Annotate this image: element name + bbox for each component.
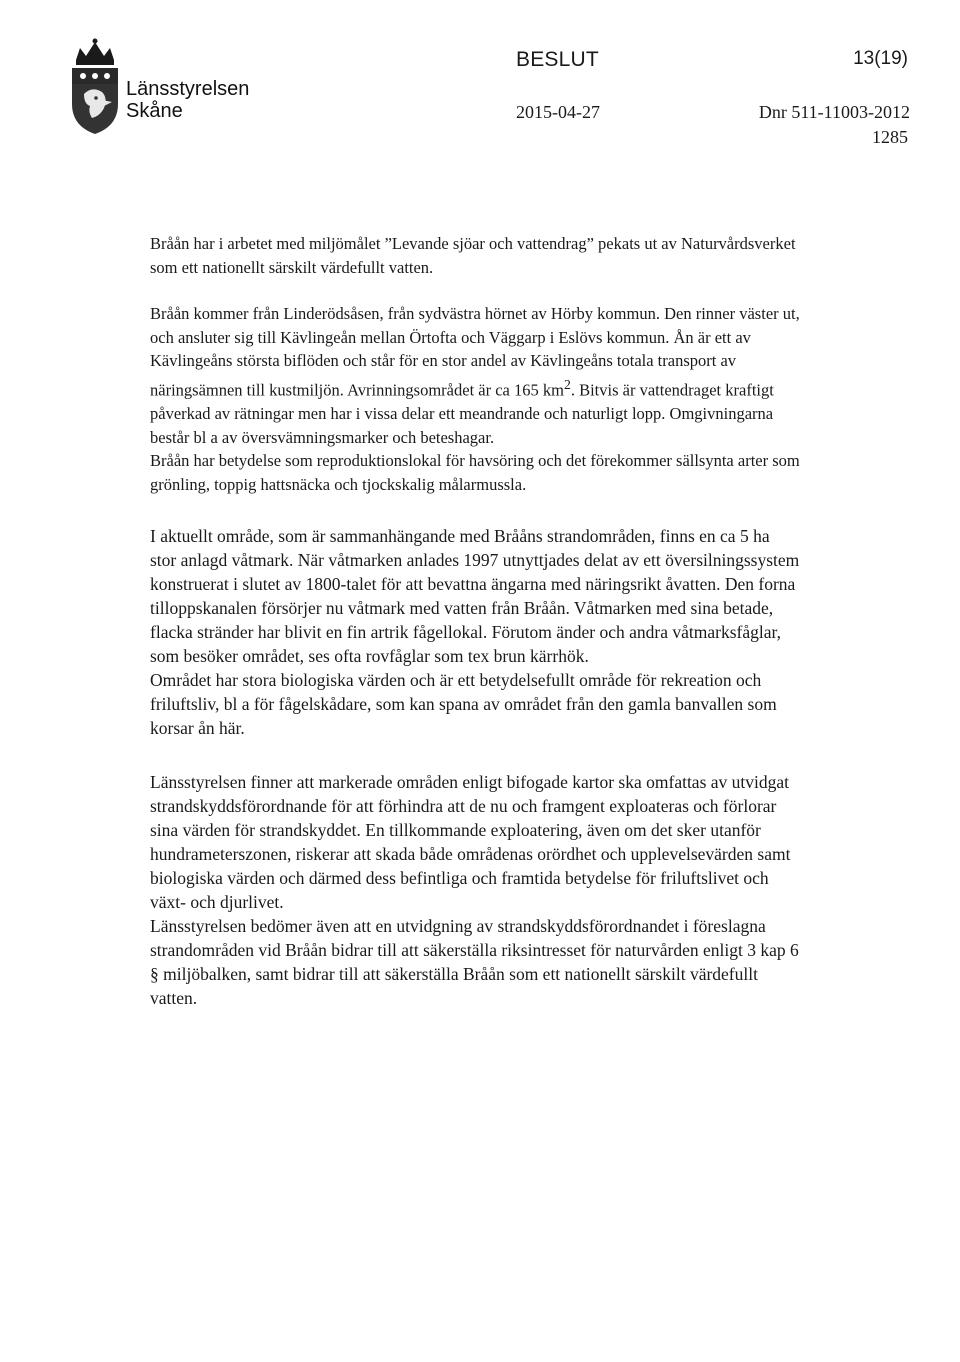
decision-date: 2015-04-27 (516, 102, 600, 122)
paragraph-text: Bråån kommer från Linderödsåsen, från sydvästra hörnet av Hörby kommun. Den rinner väster ut, och ansluter sig till Kävlingeån mellan Örtofta och Väggarp i Eslövs kommun. Ån är ett av Kävlingeåns största biflöden och står för en stor andel av Kävlingeåns totala transport av näringsämnen till kustmiljön. Avrinningsområdet är ca 165 km (150, 304, 800, 400)
paragraph-wetland: I aktuellt område, som är sammanhängande med Brååns strandområden, finns en ca 5 ha stor anlagd våtmark. När våtmarken anlades 1997 utnyttjades delat av ett översilningssystem konstruerat i slutet av 1800-talet för att bevattna ängarna med näringsrikt åvatten. Den forna tilloppskanalen försörjer nu våtmark med vatten från Bråån. Våtmarken med sina betade, flacka stränder har blivit en fin artrik fågellokal. Förutom änder och andra våtmarksfåglar, som besöker området, ses ofta rovfåglar som tex brun kärrhök. (150, 526, 800, 667)
paragraph-text: . Bitvis är vattendraget kraftigt påverkad av rätningar men har i vissa delar ett meandrande och naturligt lopp. Omgivningarna består bl a av översvämningsmarker och beteshagar. (150, 380, 774, 447)
paragraph-decision: Länsstyrelsen finner att markerade områden enligt bifogade kartor ska omfattas av utvidgat strandskyddsförordnande för att förhindra att de nu och framgent exploateras och förlorar sina värden för strandskyddet. En tillkommande exploatering, även om det sker utanför hundrameterszonen, riskerar att skada både områdenas orördhet och upplevelsevärden samt biologiska värden och därmed dess befintliga och framtida betydelse för friluftslivet och växt- och djurlivet. (150, 772, 791, 913)
page-number: 13(19) (853, 48, 908, 69)
document-type: BESLUT (516, 48, 599, 71)
organization-name (126, 78, 249, 122)
logo (66, 38, 266, 148)
superscript: 2 (563, 376, 571, 392)
diary-number: Dnr 511-11003-2012 (758, 102, 910, 122)
paragraph-recreation: Området har stora biologiska värden och är ett betydelsefullt område för rekreation och friluftsliv, bl a för fågelskådare, som kan spana av området från den gamla banvallen som korsar ån här. (150, 670, 777, 739)
org-name-line1: Länsstyrelsen (126, 78, 250, 100)
paragraph-assessment: Länsstyrelsen bedömer även att en utvidgning av strandskyddsförordnandet i föreslagna strandområden vid Bråån bidrar till att säkerställa riksintresset för naturvården enligt 3 kap 6 § miljöbalken, samt bidrar till att säkerställa Bråån som ett nationellt särskilt värdefullt vatten. (150, 916, 799, 1009)
sub-number: 1285 (872, 127, 908, 147)
paragraph-river-description (150, 302, 800, 449)
org-name-line2: Skåne (126, 100, 183, 122)
document-body (150, 232, 800, 1010)
paragraph-species: Bråån har betydelse som reproduktionslokal för havsöring och det förekommer sällsynta arter som grönling, toppig hattsnäcka och tjockskalig målarmussla. (150, 451, 800, 494)
coat-of-arms-icon (66, 38, 124, 138)
paragraph-national-value: Bråån har i arbetet med miljömålet ”Levande sjöar och vattendrag” pekats ut av Naturvårdsverket som ett nationellt särskilt värdefullt vatten. (150, 234, 796, 277)
